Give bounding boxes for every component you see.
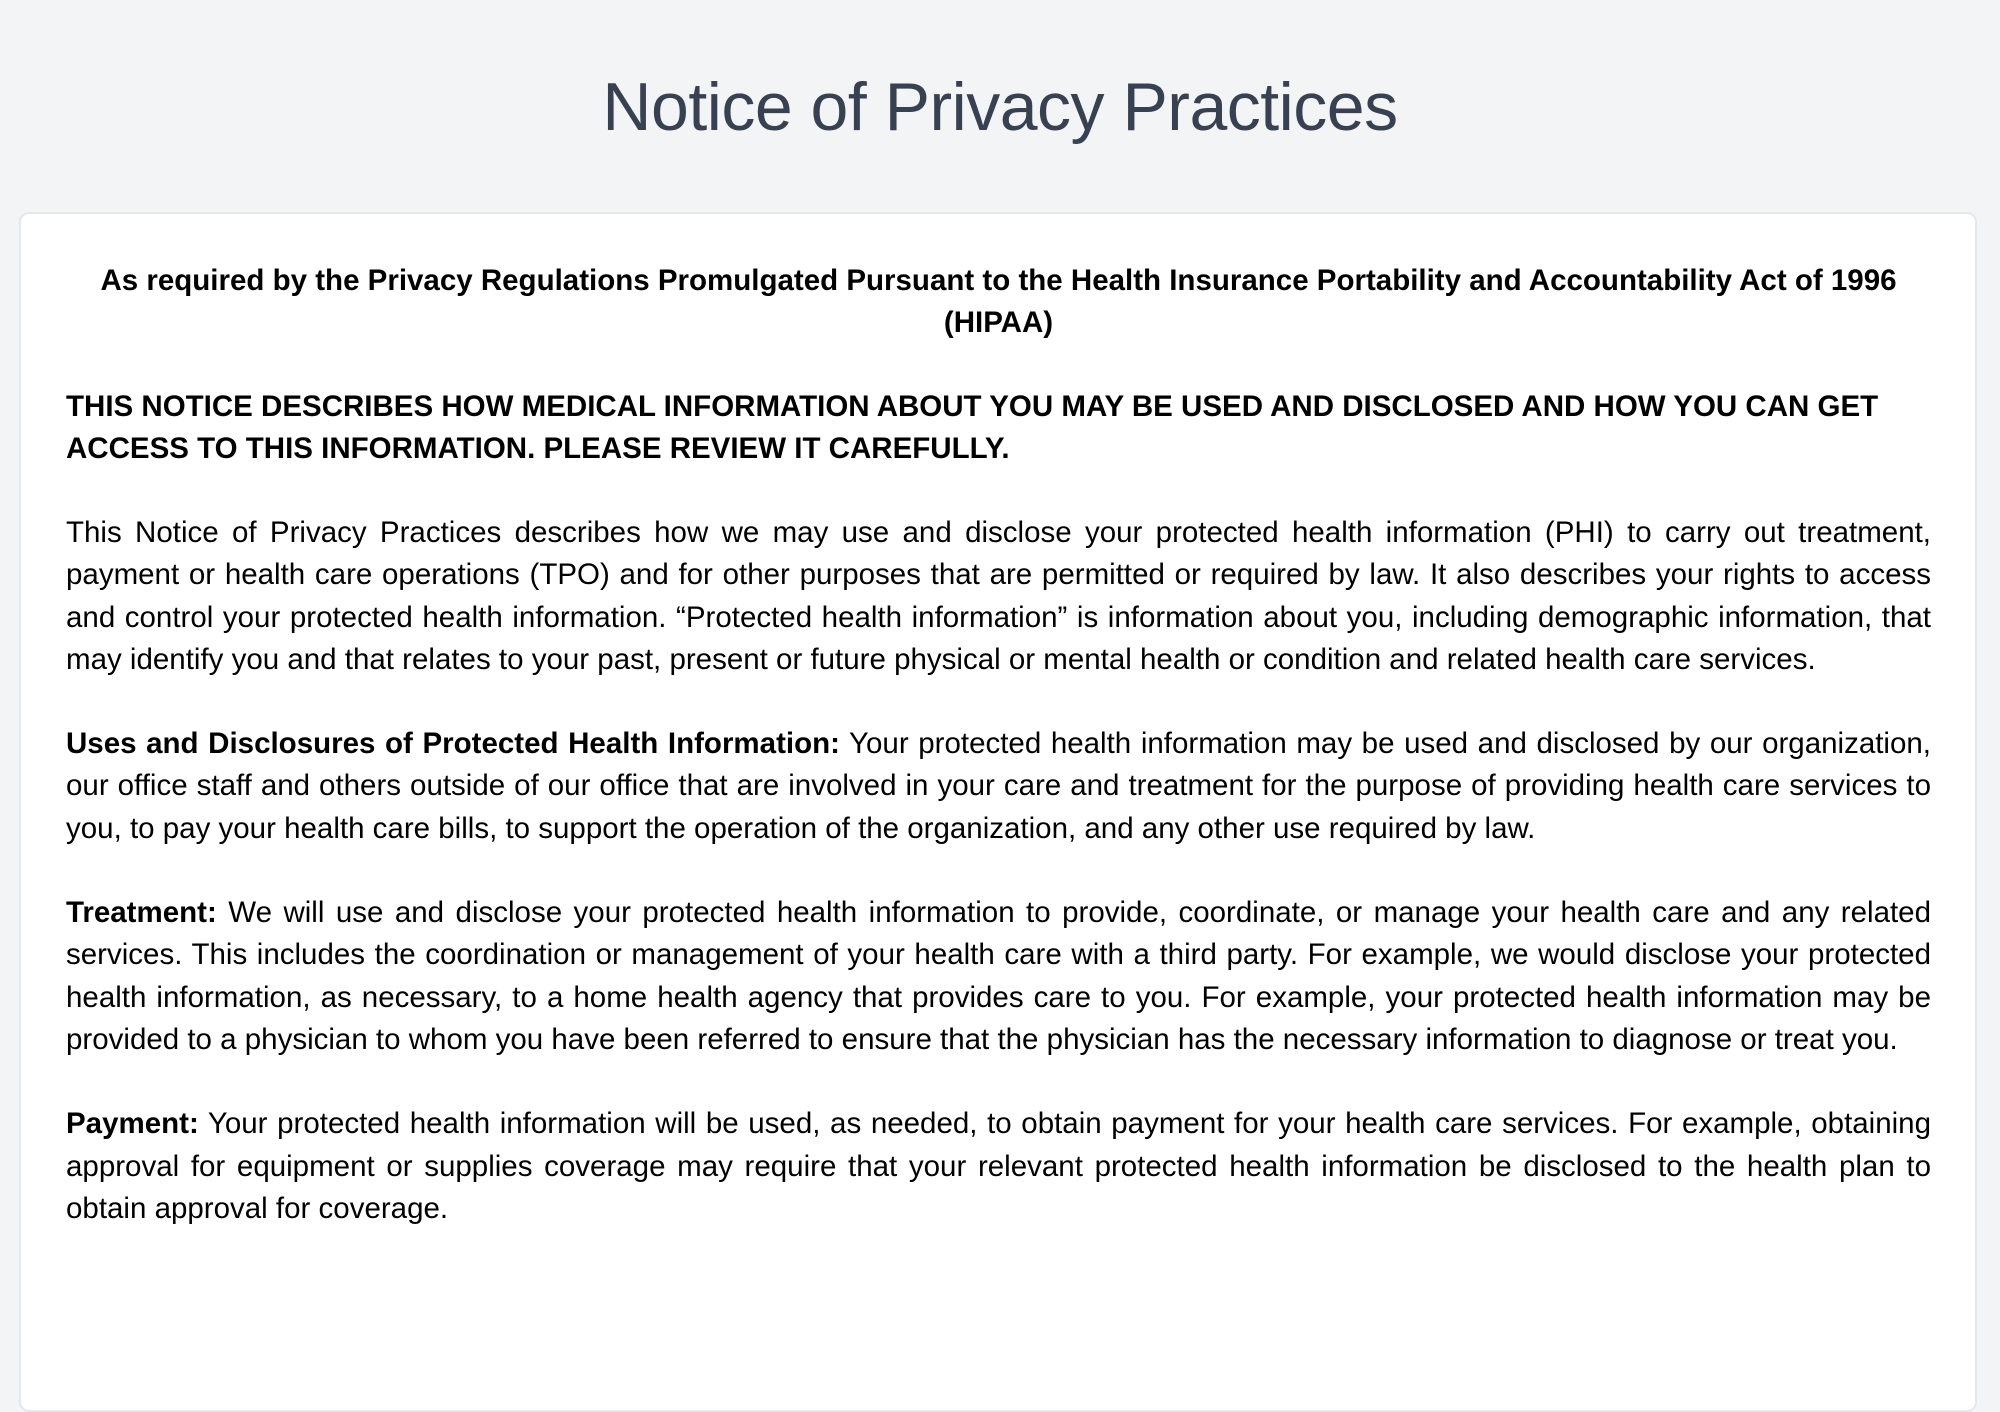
section-treatment xyxy=(66,892,1931,1061)
notice-warning: THIS NOTICE DESCRIBES HOW MEDICAL INFORMATION ABOUT YOU MAY BE USED AND DISCLOSED AND HOW YOU CAN GET ACCESS TO THIS INFORMATION. PLEASE REVIEW IT CAREFULLY. xyxy=(66,390,1879,465)
section-heading: Payment: xyxy=(66,1107,199,1141)
section-body: Your protected health information may be used and disclosed by our organization, our office staff and others outside of our office that are involved in your care and treatment for the purpose of providing health care services to you, to pay your health care bills, to support the operation of the organization, and any other use required by law. xyxy=(66,727,1931,845)
notice-card xyxy=(19,212,1977,1412)
section-uses-and-disclosures xyxy=(66,723,1931,850)
notice-subtitle: As required by the Privacy Regulations Promulgated Pursuant to the Health Insurance Portability and Accountability Act of 1996 (HIPAA) xyxy=(100,264,1897,339)
section-body: We will use and disclose your protected health information to provide, coordinate, or manage your health care and any related services. This includes the coordination or management of your health care with a third party. For example, we would disclose your protected health information, as necessary, to a home health agency that provides care to you. For example, your protected health information may be provided to a physician to whom you have been referred to ensure that the physician has the necessary information to diagnose or treat you. xyxy=(66,896,1931,1056)
section-heading: Uses and Disclosures of Protected Health Information: xyxy=(66,727,840,761)
page-header xyxy=(0,0,2000,212)
notice-intro-paragraph: This Notice of Privacy Practices describes how we may use and disclose your protected health information (PHI) to carry out treatment, payment or health care operations (TPO) and for other purposes that are permitted or required by law. It also describes your rights to access and control your protected health information. “Protected health information” is information about you, including demographic information, that may identify you and that relates to your past, present or future physical or mental health or condition and related health care services. xyxy=(66,516,1931,676)
section-payment xyxy=(66,1103,1931,1230)
page-title: Notice of Privacy Practices xyxy=(602,69,1398,145)
section-body: Your protected health information will be used, as needed, to obtain payment for your health care services. For example, obtaining approval for equipment or supplies coverage may require that your relevant protected health information be disclosed to the health plan to obtain approval for coverage. xyxy=(66,1107,1931,1225)
section-heading: Treatment: xyxy=(66,896,217,930)
